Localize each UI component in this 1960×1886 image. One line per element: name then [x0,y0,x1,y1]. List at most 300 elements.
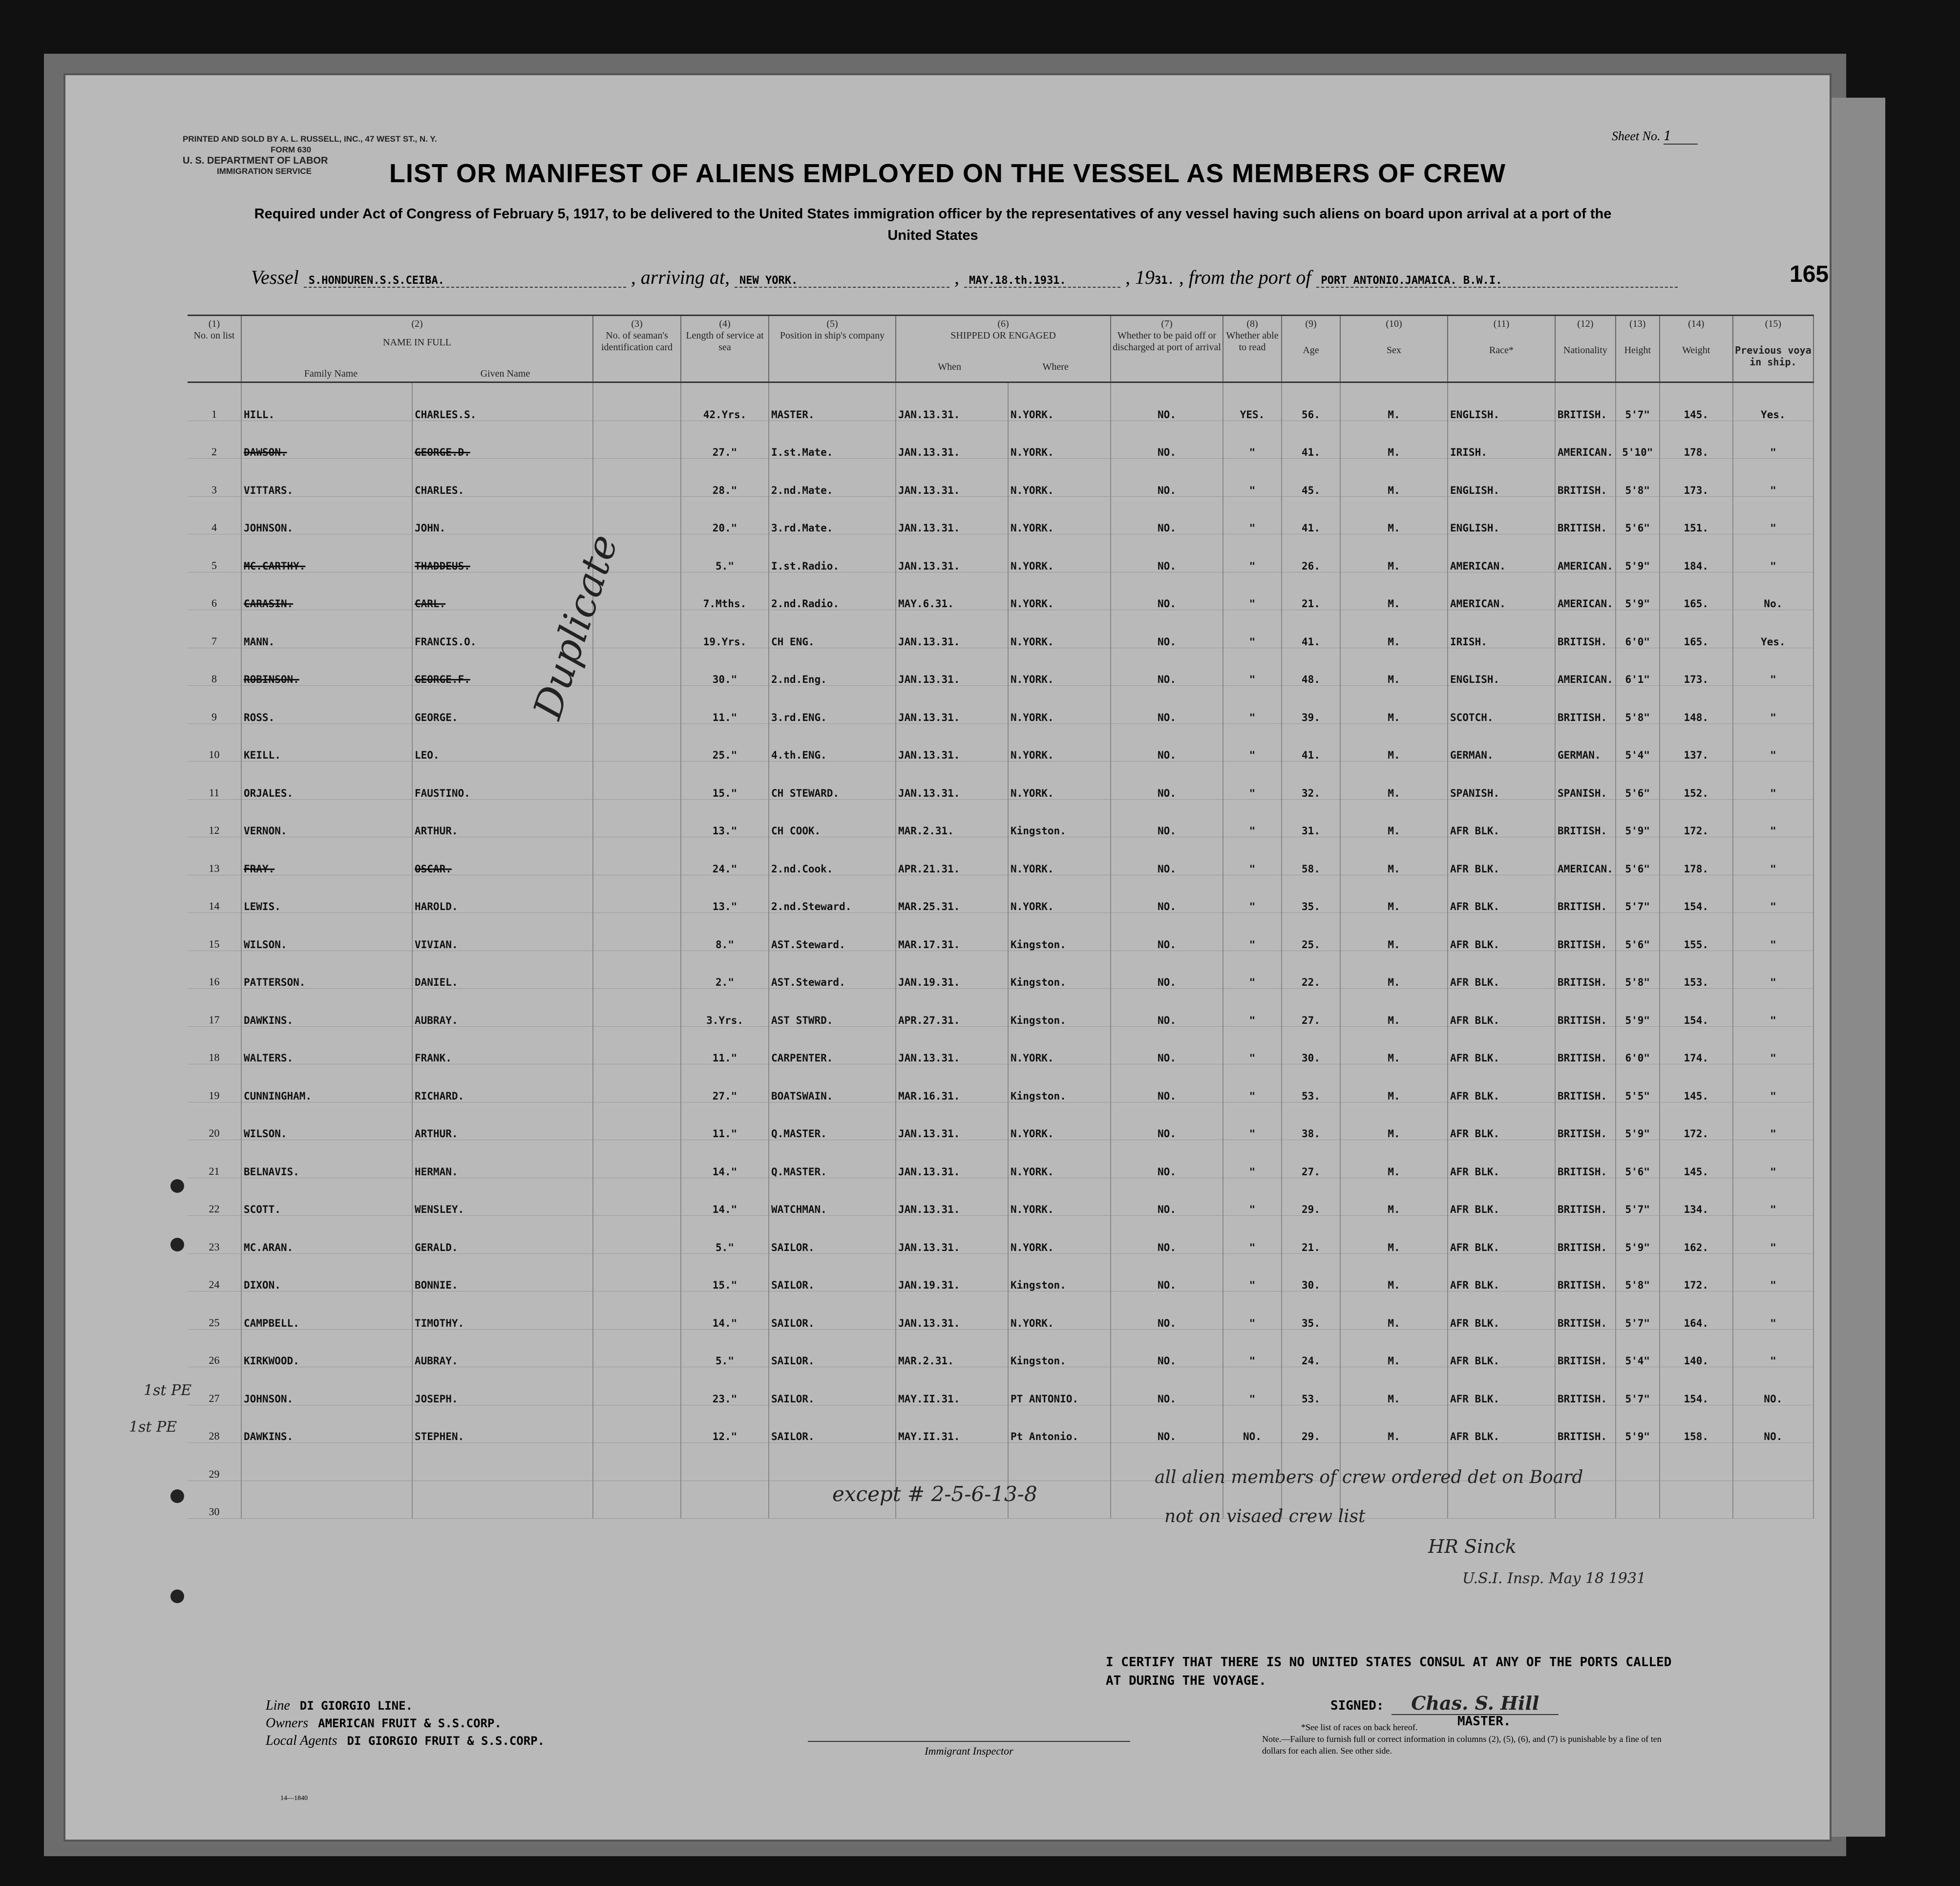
cell-wt: 173. [1660,648,1733,686]
cell-where: N.YORK. [1008,1216,1111,1254]
col-2-header: (2) NAME IN FULL Family Name Given Name [241,316,593,382]
footer-note [1262,1721,1672,1757]
races-note: *See list of races on back hereof. [1301,1722,1418,1732]
table-row [188,799,1813,837]
cell-prev [1733,1443,1813,1481]
cell-read: " [1223,799,1282,837]
table-row [188,610,1813,648]
cell-given: TIMOTHY. [412,1292,593,1330]
cell-prev: " [1733,799,1813,837]
cell-len: 20." [681,496,769,534]
cell-read: " [1223,496,1282,534]
cell-when: JAN.13.31. [896,1292,1008,1330]
cell-pos: SAILOR. [769,1367,896,1405]
cell-when: MAR.25.31. [896,875,1008,913]
cell-n: 22 [188,1178,241,1216]
cell-age: 41. [1282,723,1340,762]
cell-ht [1616,1481,1660,1519]
cell-paid: NO. [1111,1026,1223,1064]
cell-age: 22. [1282,951,1340,989]
visa-annotation: not on visaed crew list [1164,1506,1366,1526]
cell-given: GEORGE. [412,686,593,724]
cell-ht: 5'7" [1616,1178,1660,1216]
col-6-header: (6) SHIPPED OR ENGAGED When Where [896,316,1111,382]
cell-n: 8 [188,648,241,686]
table-row [188,421,1813,459]
cell-paid: NO. [1111,1102,1223,1140]
family-name-header: Family Name [304,368,358,379]
vessel-label: Vessel [251,266,299,288]
col-12-header: (12) Nationality [1555,316,1616,382]
alien-crew-annotation: all alien members of crew ordered det on Board [1155,1467,1583,1487]
cell-sex: M. [1340,686,1448,724]
cell-sex: M. [1340,1102,1448,1140]
cell-pos: 3.rd.Mate. [769,496,896,534]
cell-len: 23." [681,1367,769,1405]
cell-ht: 5'9" [1616,572,1660,610]
cell-given: DANIEL. [412,951,593,989]
cell-pos [769,1443,896,1481]
cell-nat: AMERICAN. [1555,648,1616,686]
cell-n: 2 [188,421,241,459]
col-11-header: (11) Race* [1448,316,1555,382]
cell-where: N.YORK. [1008,1140,1111,1178]
col-4-header: (4) Length of service at sea [681,316,769,382]
cell-when: JAN.13.31. [896,421,1008,459]
cell-n: 24 [188,1253,241,1292]
table-row [188,951,1813,989]
sheet-number [1612,129,1698,145]
from-port-label: , from the port of [1179,266,1311,288]
cell-when: JAN.13.31. [896,496,1008,534]
cell-ht: 5'8" [1616,951,1660,989]
cell-read: " [1223,1216,1282,1254]
cell-id-card [593,496,681,534]
cell-wt: 165. [1660,572,1733,610]
cell-given: GEORGE.F. [412,648,593,686]
table-row [188,913,1813,951]
cell-read: " [1223,1064,1282,1102]
cell-age: 27. [1282,1140,1340,1178]
table-row [188,1329,1813,1367]
cell-paid: NO. [1111,610,1223,648]
cell-sex: M. [1340,1140,1448,1178]
cell-family: DAWKINS. [241,1405,412,1443]
cell-age: 45. [1282,459,1340,497]
cell-when: APR.21.31. [896,837,1008,875]
cell-given: GEORGE.D. [412,421,593,459]
cell-pos: SAILOR. [769,1216,896,1254]
cell-given: RICHARD. [412,1064,593,1102]
cell-given: WENSLEY. [412,1178,593,1216]
cell-ht: 5'6" [1616,496,1660,534]
cell-prev: " [1733,1329,1813,1367]
cell-sex: M. [1340,610,1448,648]
cell-wt: 154. [1660,1367,1733,1405]
col-1-header: (1) No. on list [188,316,241,382]
cell-sex: M. [1340,1329,1448,1367]
table-row [188,1064,1813,1102]
cell-wt [1660,1481,1733,1519]
col-9-header: (9) Age [1282,316,1340,382]
cell-n: 29 [188,1443,241,1481]
cell-race: AFR BLK. [1448,837,1555,875]
duplicate-annotation: Duplicate [525,529,627,724]
cell-len: 28." [681,459,769,497]
cell-prev: " [1733,1253,1813,1292]
cell-pos: 4.th.ENG. [769,723,896,762]
cell-paid: NO. [1111,686,1223,724]
col-14-header: (14) Weight [1660,316,1733,382]
cell-read: " [1223,572,1282,610]
cell-id-card [593,875,681,913]
cell-id-card [593,989,681,1027]
cell-n: 23 [188,1216,241,1254]
cell-age: 56. [1282,382,1340,421]
table-row [188,1102,1813,1140]
cell-when: MAY.6.31. [896,572,1008,610]
agents-label: Local Agents [266,1733,337,1748]
cell-when: JAN.13.31. [896,1216,1008,1254]
cell-id-card [593,1329,681,1367]
cell-paid: NO. [1111,572,1223,610]
cell-paid: NO. [1111,1140,1223,1178]
cell-prev [1733,1481,1813,1519]
cell-read: " [1223,421,1282,459]
cell-age: 53. [1282,1367,1340,1405]
cell-read: " [1223,610,1282,648]
cell-nat: BRITISH. [1555,1102,1616,1140]
cell-when: APR.27.31. [896,989,1008,1027]
cell-given: FRANCIS.O. [412,610,593,648]
cell-id-card [593,799,681,837]
cell-sex: M. [1340,459,1448,497]
cell-given: OSCAR. [412,837,593,875]
cell-age: 48. [1282,648,1340,686]
certification-line-1: I CERTIFY THAT THERE IS NO UNITED STATES CONSUL AT ANY OF THE PORTS CALLED [1106,1655,1672,1670]
table-row [188,989,1813,1027]
cell-when: JAN.13.31. [896,382,1008,421]
cell-ht: 5'6" [1616,762,1660,800]
cell-given: HERMAN. [412,1140,593,1178]
cell-pos: AST.Steward. [769,913,896,951]
cell-len: 14." [681,1178,769,1216]
cell-given: ARTHUR. [412,1102,593,1140]
cell-ht [1616,1443,1660,1481]
cell-where: N.YORK. [1008,686,1111,724]
cell-len: 5." [681,1329,769,1367]
cell-sex: M. [1340,1026,1448,1064]
cell-n: 18 [188,1026,241,1064]
cell-where: N.YORK. [1008,1292,1111,1330]
cell-id-card [593,1216,681,1254]
cell-given [412,1481,593,1519]
cell-wt: 152. [1660,762,1733,800]
cell-age: 29. [1282,1405,1340,1443]
cell-when: JAN.13.31. [896,1026,1008,1064]
cell-n: 9 [188,686,241,724]
cell-pos: MASTER. [769,382,896,421]
cell-paid: NO. [1111,1367,1223,1405]
table-row [188,496,1813,534]
cell-paid: NO. [1111,459,1223,497]
cell-ht: 5'8" [1616,459,1660,497]
cell-pos: AST.Steward. [769,951,896,989]
col-15-header: (15) Previous voya in ship. [1733,316,1813,382]
cell-family: WILSON. [241,1102,412,1140]
table-row [188,572,1813,610]
cell-when: JAN.13.31. [896,610,1008,648]
col-13-header: (13) Height [1616,316,1660,382]
cell-prev: Yes. [1733,382,1813,421]
cell-where: N.YORK. [1008,837,1111,875]
cell-race: AFR BLK. [1448,1292,1555,1330]
cell-len: 11." [681,686,769,724]
cell-n: 19 [188,1064,241,1102]
cell-paid: NO. [1111,837,1223,875]
cell-when: JAN.13.31. [896,1178,1008,1216]
cell-when: MAY.II.31. [896,1405,1008,1443]
immigrant-inspector-line: Immigrant Inspector [808,1741,1130,1758]
cell-when: JAN.13.31. [896,723,1008,762]
cell-prev: " [1733,913,1813,951]
cell-prev: " [1733,534,1813,572]
cell-nat: AMERICAN. [1555,837,1616,875]
cell-wt: 145. [1660,1064,1733,1102]
cell-len: 27." [681,421,769,459]
table-row [188,1026,1813,1064]
certification-line-2: AT DURING THE VOYAGE. [1106,1674,1266,1688]
cell-where: Kingston. [1008,1253,1111,1292]
from-port: PORT ANTONIO.JAMAICA. B.W.I. [1316,275,1678,288]
cell-where: Kingston. [1008,989,1111,1027]
cell-id-card [593,1102,681,1140]
cell-len: 11." [681,1102,769,1140]
cell-prev: " [1733,1216,1813,1254]
cell-race: AFR BLK. [1448,1367,1555,1405]
cell-where: N.YORK. [1008,610,1111,648]
cell-len [681,1443,769,1481]
cell-family: DAWSON. [241,421,412,459]
line-value: DI GIORGIO LINE. [299,1699,413,1713]
cell-paid: NO. [1111,723,1223,762]
cell-pos: SAILOR. [769,1405,896,1443]
cell-pos: SAILOR. [769,1292,896,1330]
cell-given: AUBRAY. [412,989,593,1027]
table-row [188,459,1813,497]
cell-prev: " [1733,421,1813,459]
cell-nat: BRITISH. [1555,1329,1616,1367]
cell-where: N.YORK. [1008,648,1111,686]
arriving-label: , arriving at, [631,266,730,288]
cell-nat: AMERICAN. [1555,572,1616,610]
cell-wt [1660,1443,1733,1481]
cell-len: 19.Yrs. [681,610,769,648]
cell-family: CAMPBELL. [241,1292,412,1330]
cell-when: JAN.13.31. [896,762,1008,800]
cell-pos: SAILOR. [769,1253,896,1292]
cell-wt: 145. [1660,382,1733,421]
vessel-name: S.HONDUREN.S.S.CEIBA. [304,275,626,288]
agents-value: DI GIORGIO FRUIT & S.S.CORP. [347,1734,545,1748]
cell-race: ENGLISH. [1448,648,1555,686]
cell-wt: 134. [1660,1178,1733,1216]
page-title: LIST OR MANIFEST OF ALIENS EMPLOYED ON THE VESSEL AS MEMBERS OF CREW [389,159,1506,188]
form-number: 14—1840 [280,1795,308,1802]
cell-nat: AMERICAN. [1555,534,1616,572]
cell-family: ROBINSON. [241,648,412,686]
cell-paid: NO. [1111,1292,1223,1330]
cell-paid: NO. [1111,951,1223,989]
cell-nat: GERMAN. [1555,723,1616,762]
cell-family: WILSON. [241,913,412,951]
cell-paid: NO. [1111,1405,1223,1443]
cell-wt: 184. [1660,534,1733,572]
table-row [188,723,1813,762]
cell-race: AFR BLK. [1448,1064,1555,1102]
cell-id-card [593,1367,681,1405]
sheet-value: 1 [1664,129,1698,145]
cell-nat: BRITISH. [1555,989,1616,1027]
cell-given: ARTHUR. [412,799,593,837]
cell-id-card [593,913,681,951]
punch-hole [170,1238,184,1251]
cell-nat: BRITISH. [1555,1216,1616,1254]
cell-sex: M. [1340,1292,1448,1330]
cell-prev: " [1733,1026,1813,1064]
cell-paid: NO. [1111,1064,1223,1102]
cell-paid: NO. [1111,989,1223,1027]
table-row [188,648,1813,686]
cell-prev: Yes. [1733,610,1813,648]
cell-where: N.YORK. [1008,723,1111,762]
cell-len: 8." [681,913,769,951]
table-row [188,1405,1813,1443]
cell-sex: M. [1340,837,1448,875]
cell-prev: " [1733,1064,1813,1102]
crew-table [188,315,1814,1519]
table-row [188,837,1813,875]
cell-given: THADDEUS. [412,534,593,572]
cell-pos: 3.rd.ENG. [769,686,896,724]
cell-age: 25. [1282,913,1340,951]
cell-family: BELNAVIS. [241,1140,412,1178]
cell-race: AFR BLK. [1448,1178,1555,1216]
cell-when: JAN.13.31. [896,534,1008,572]
cell-where: N.YORK. [1008,762,1111,800]
cell-paid: NO. [1111,496,1223,534]
cell-read: " [1223,913,1282,951]
cell-nat: BRITISH. [1555,1367,1616,1405]
cell-where: N.YORK. [1008,1178,1111,1216]
cell-ht: 5'6" [1616,913,1660,951]
cell-race: ENGLISH. [1448,496,1555,534]
cell-ht: 5'10" [1616,421,1660,459]
cell-family: MANN. [241,610,412,648]
cell-n: 12 [188,799,241,837]
cell-when [896,1443,1008,1481]
cell-nat: BRITISH. [1555,610,1616,648]
master-title: MASTER. [1457,1714,1511,1729]
cell-sex: M. [1340,496,1448,534]
cell-len: 13." [681,875,769,913]
margin-note-row-27: 1st PE [144,1382,192,1399]
cell-len [681,1481,769,1519]
cell-id-card [593,1481,681,1519]
cell-sex: M. [1340,913,1448,951]
cell-wt: 158. [1660,1405,1733,1443]
cell-len: 14." [681,1140,769,1178]
cell-pos: SAILOR. [769,1329,896,1367]
cell-family: VITTARS. [241,459,412,497]
cell-given: BONNIE. [412,1253,593,1292]
cell-pos: BOATSWAIN. [769,1064,896,1102]
column-numbers-row [188,316,1813,382]
cell-paid: NO. [1111,875,1223,913]
cell-n: 11 [188,762,241,800]
cell-id-card [593,382,681,421]
cell-when: MAR.17.31. [896,913,1008,951]
table-row [188,1140,1813,1178]
punch-hole [170,1179,184,1193]
cell-when: JAN.13.31. [896,459,1008,497]
cell-wt: 178. [1660,421,1733,459]
cell-family [241,1481,412,1519]
cell-n: 5 [188,534,241,572]
cell-wt: 172. [1660,1102,1733,1140]
cell-nat: BRITISH. [1555,496,1616,534]
cell-read: " [1223,459,1282,497]
cell-age: 35. [1282,1292,1340,1330]
cell-len: 3.Yrs. [681,989,769,1027]
cell-where: N.YORK. [1008,421,1111,459]
cell-prev: " [1733,723,1813,762]
cell-nat: BRITISH. [1555,951,1616,989]
cell-pos: 2.nd.Steward. [769,875,896,913]
cell-ht: 5'9" [1616,1102,1660,1140]
owners-value: AMERICAN FRUIT & S.S.CORP. [318,1716,502,1730]
cell-pos: CH STEWARD. [769,762,896,800]
cell-where: N.YORK. [1008,1026,1111,1064]
cell-read: " [1223,1026,1282,1064]
printer-line-2: FORM 630 [271,145,312,154]
cell-sex: M. [1340,648,1448,686]
cell-ht: 5'4" [1616,723,1660,762]
department-name: U. S. DEPARTMENT OF LABOR [183,155,328,166]
cell-paid: NO. [1111,762,1223,800]
cell-len: 2." [681,951,769,989]
table-row [188,1253,1813,1292]
cell-ht: 5'7" [1616,382,1660,421]
cell-where: Pt Antonio. [1008,1405,1111,1443]
table-row [188,1216,1813,1254]
cell-wt: 172. [1660,799,1733,837]
cell-nat: BRITISH. [1555,1140,1616,1178]
cell-age: 35. [1282,875,1340,913]
cell-ht: 6'0" [1616,610,1660,648]
cell-n: 1 [188,382,241,421]
cell-pos: I.st.Radio. [769,534,896,572]
cell-where: Kingston. [1008,913,1111,951]
cell-given: CHARLES. [412,459,593,497]
cell-age: 30. [1282,1026,1340,1064]
cell-age: 27. [1282,989,1340,1027]
cell-where: N.YORK. [1008,496,1111,534]
cell-ht: 5'4" [1616,1329,1660,1367]
cell-wt: 153. [1660,951,1733,989]
table-row [188,534,1813,572]
master-signature: Chas. S. Hill [1391,1692,1559,1715]
